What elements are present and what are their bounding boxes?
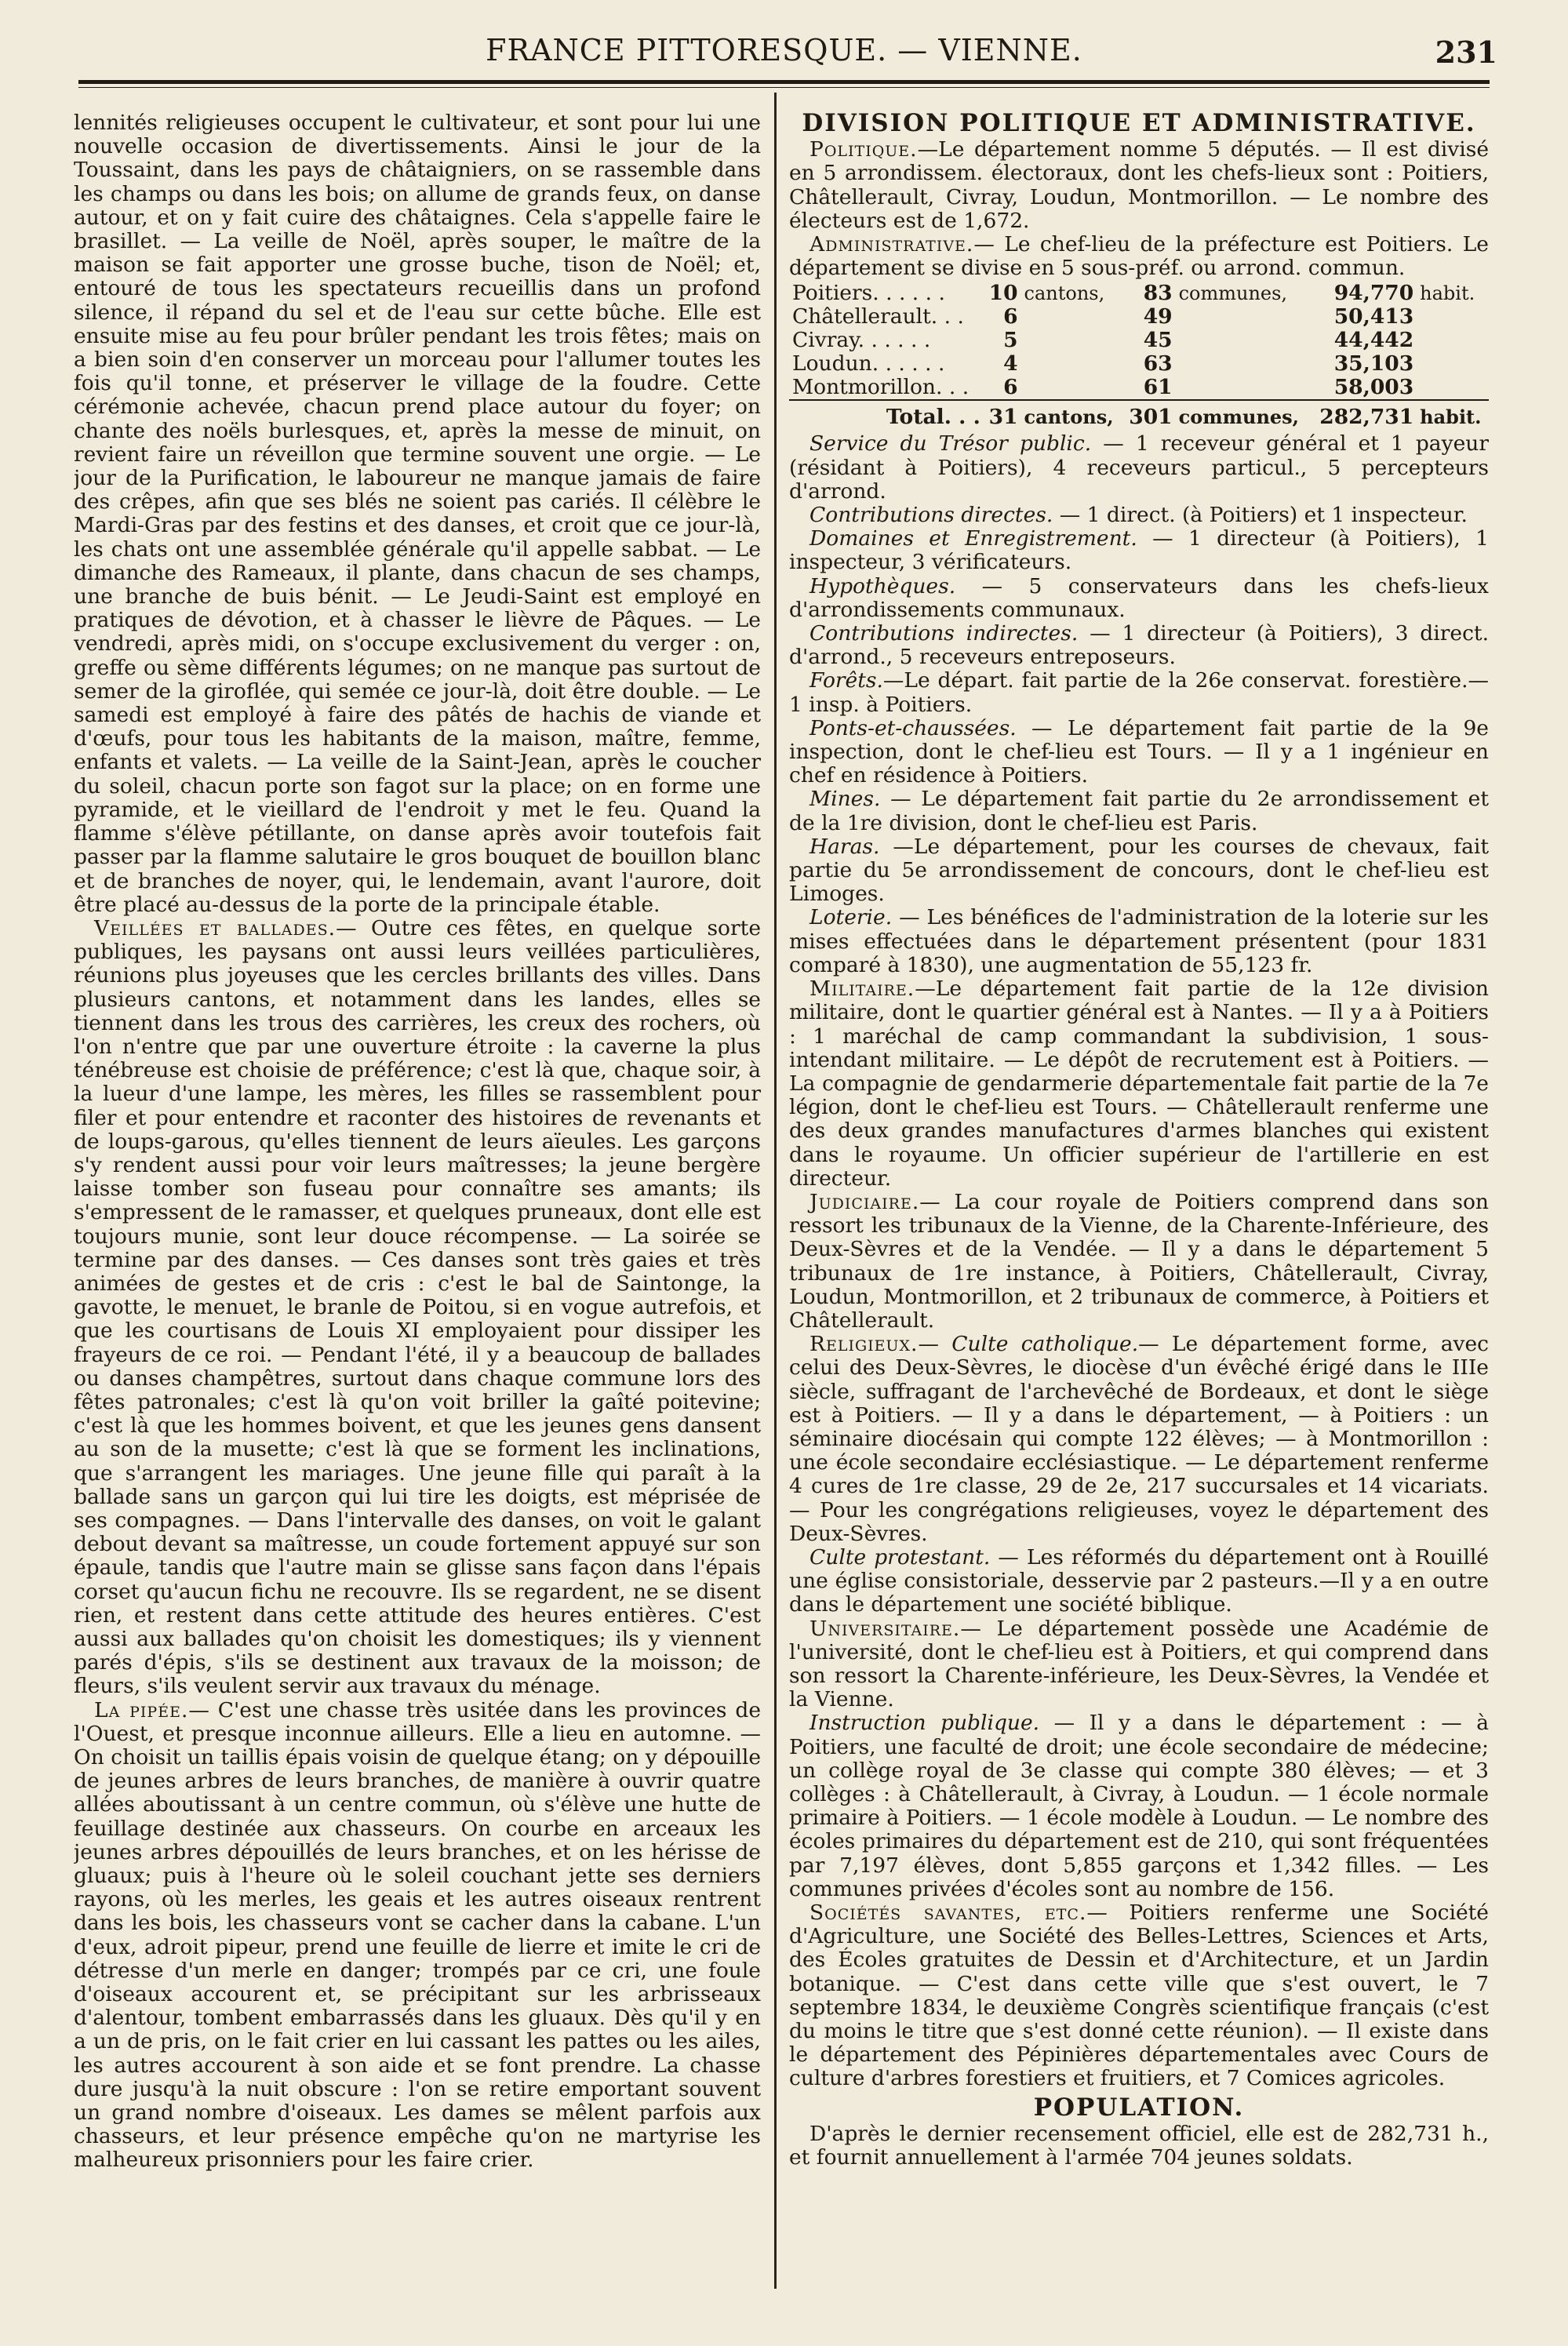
right-column	[789, 111, 1489, 2292]
habitants-unit	[1417, 376, 1489, 400]
communes-unit	[1176, 352, 1311, 376]
head-judiciaire: Judiciaire.	[809, 1189, 920, 1214]
paragraph-hypotheques	[789, 575, 1489, 622]
habitants-value: 50,413	[1333, 304, 1414, 329]
total-communes-unit: communes,	[1178, 406, 1300, 429]
section-head-veillees: Veillées et ballades.	[94, 915, 337, 940]
paragraph-pipee	[74, 1699, 761, 2173]
arrondissement-name: Civray. . . . . .	[792, 328, 931, 353]
population-title: POPULATION.	[1033, 2093, 1245, 2122]
arrondissement-name: Poitiers. . . . . .	[792, 281, 945, 306]
communes-unit	[1176, 305, 1311, 329]
total-habitants-unit: habit.	[1420, 406, 1482, 429]
text-loterie: — Les bénéfices de l'administration de la loterie sur les mises effectuées dans le département présentent (pour 1831 comparé à 1830), une augmentation de 55,123 fr.	[789, 905, 1489, 977]
text-culte-protestant: — Les réformés du département ont à Rouillé une église consistoriale, desservie par 2 pasteurs.—Il y a en outre dans le département une société biblique.	[789, 1544, 1489, 1617]
running-title: FRANCE PITTORESQUE. — VIENNE.	[486, 33, 1082, 67]
head-domaines: Domaines et Enregistrement.	[809, 526, 1137, 551]
communes-value: 63	[1143, 351, 1173, 376]
paragraph-veillees	[74, 917, 761, 1699]
cantons-unit	[1021, 376, 1123, 400]
habitants-unit	[1417, 305, 1489, 329]
head-forets: Forêts.	[809, 668, 883, 693]
left-column	[74, 111, 761, 2292]
total-label: Total. . .	[886, 405, 980, 430]
paragraph-veillees-text: — Outre ces fêtes, en quelque sorte publiques, les paysans ont aussi leurs veillées particulières, réunions plus joyeuses que les cercles brillants des villes. Dans plusieurs cantons, et notamment dans les landes, elles se tiennent dans les trous des carrières, les creux des rochers, où l'on n'entre que par une ouverture étroite : la caverne la plus ténébreuse est choisie de préférence; c'est là que, chaque soir, à la lueur d'une lampe, les mères, les filles se rassemblent pour filer et pour entendre et raconter des histoires de revenants et de loups-garous, qu'elles tiennent de leurs aïeules. Les garçons s'y rendent aussi pour voir leurs maîtresses; la jeune bergère laisse tomber son fuseau pour connaître ses amants; ils s'empressent de le ramasser, et quelques pruneaux, dont elle est toujours munie, sont leur douce récompense. — La soirée se termine par des danses. — Ces danses sont très gaies et très animées de gestes et de cris : c'est le bal de Saintonge, la gavotte, le menuet, le branle de Poitou, si en vogue autrefois, et que les courtisans de Louis XI employaient pour dissiper les frayeurs de ce roi. — Pendant l'été, il y a beaucoup de ballades ou danses champêtres, surtout dans chaque commune lors des fêtes patronales; c'est là qu'on voit briller la gaîté poitevine; c'est là que les hommes boivent, et que les jeunes gens dansent au son de la musette; c'est là que se forment les inclinations, que s'arrangent les mariages. Une jeune fille qui paraît à la ballade sans un garçon qui lui tire les doigts, est méprisée de ses compagnes. — Dans l'intervalle des danses, on voit le galant debout devant sa maîtresse, un coude fortement appuyé sur son épaule, tandis que l'autre main se glisse sans façon dans l'épais corset qu'aucun fichu ne recouvre. Ils se regardent, ne se disent rien, et restent dans cette attitude des heures entières. C'est aussi aux ballades qu'on choisit les domestiques; ils y viennent parés d'épis, s'ils se destinent aux travaux de la moisson; de fleurs, s'ils veulent servir aux travaux du ménage.	[74, 915, 761, 1699]
communes-unit	[1176, 376, 1311, 400]
paragraph-contrib-indirectes	[789, 622, 1489, 669]
cantons-value: 6	[1003, 375, 1018, 400]
text-societes: — Poitiers renferme une Société d'Agriculture, une Société des Belles-Lettres, Sciences et Arts, des Écoles gratuites de Dessin et d'Architecture, et un Jardin botanique. — C'est dans cette ville que s'est ouvert, le 7 septembre 1834, le deuxième Congrès scientifique français (c'est du moins le titre que s'est donné cette réunion). — Il existe dans le département des Pépinières départementales avec Cours de culture d'arbres forestiers et fruitiers, et 7 Comices agricoles.	[789, 1900, 1489, 2091]
paragraph-universitaire	[789, 1617, 1489, 1712]
paragraph-domaines	[789, 527, 1489, 574]
text-religieux: — Le département forme, avec celui des Deux-Sèvres, le diocèse d'un évêché érigé dans le IIIe siècle, suffragant de l'archevêché de Bordeaux, et dont le siège est à Poitiers. — Il y a dans le département, — à Poitiers : un séminaire diocésain qui compte 122 élèves; — à Montmorillon : une école secondaire ecclésiastique. — Le département renferme 4 cures de 1re classe, 29 de 2e, 217 succursales et 14 vicariats. — Pour les congrégations religieuses, voyez le département des Deux-Sèvres.	[789, 1332, 1489, 1546]
text-domaines: — 1 directeur (à Poitiers), 1 inspecteur, 3 vérificateurs.	[789, 526, 1489, 575]
head-religieux: Religieux.	[809, 1332, 919, 1357]
head-tresor: Service du Trésor public.	[809, 431, 1092, 456]
cantons-unit	[1021, 329, 1123, 352]
cantons-value: 10	[988, 281, 1018, 306]
head-mines: Mines.	[809, 787, 881, 812]
head-administrative: Administrative.	[809, 232, 974, 257]
text-contrib-indirectes: — 1 directeur (à Poitiers), 3 direct. d'arrond., 5 receveurs entreposeurs.	[789, 621, 1489, 670]
label-culte-catholique: — Culte catholique.	[918, 1332, 1139, 1357]
paragraph-pipee-text: — C'est une chasse très usitée dans les provinces de l'Ouest, et presque inconnue ailleurs. Elle a lieu en automne. — On choisit un taillis épais voisin de quelque étang; on y dépouille de jeunes arbres de leurs branches, de manière à ouvrir quatre allées aboutissant à un centre commun, où s'élève une hutte de feuillage destinée aux chasseurs. On courbe en arceaux les jeunes arbres dépouillés de leurs branches, et on les hérisse de gluaux; puis à l'heure où le soleil couchant jette ses derniers rayons, où les merles, les geais et les autres oiseaux rentrent dans les bois, les chasseurs vont se cacher dans la cabane. L'un d'eux, adroit pipeur, prend une feuille de lierre et imite le cri de détresse d'un merle en danger; trompés par ce cri, une foule d'oiseaux accourent et, se précipitant sur les arbrisseaux d'alentour, tombent embarrassés dans les gluaux. Dès qu'il y en a un de pris, on le fait crier en lui cassant les pattes ou les ailes, les autres accourent à son aide et se font prendre. La chasse dure jusqu'à la nuit obscure : l'on se retire emportant souvent un grand nombre d'oiseaux. Les dames se mêlent parfois aux chasseurs, et leur présence empêche qu'on ne martyrise les malheureux prisonniers pour les faire crier.	[74, 1697, 761, 2173]
table-row	[789, 282, 1489, 305]
table-row	[789, 376, 1489, 400]
total-cantons-unit: cantons,	[1024, 406, 1114, 429]
head-culte-protestant: Culte protestant.	[809, 1544, 991, 1569]
paragraph-loterie	[789, 906, 1489, 977]
arrondissement-name: Loudun. . . . . .	[792, 351, 945, 376]
text-judiciaire: — La cour royale de Poitiers comprend dans son ressort les tribunaux de la Vienne, de la Charente-Inférieure, des Deux-Sèvres et de la Vendée. — Il y a dans le département 5 tribunaux de 1re instance, à Poitiers, Châtellerault, Civray, Loudun, Montmorillon, et 2 tribunaux de commerce, à Poitiers et Châtellerault.	[789, 1189, 1489, 1333]
paragraph-forets	[789, 669, 1489, 716]
habitants-value: 58,003	[1333, 375, 1414, 400]
cantons-unit: cantons,	[1024, 282, 1105, 305]
paragraph-fetes	[74, 111, 761, 917]
text-militaire: —Le département fait partie de la 12e division militaire, dont le quartier général est à Nantes. — Il y a à Poitiers : 1 maréchal de camp commandant la subdivision, 1 sous-intendant militaire. — Le dépôt de recrutement est à Poitiers. — La compagnie de gendarmerie départementale fait partie de la 7e légion, dont le chef-lieu est Tours. — Châtellerault renferme une des deux grandes manufactures d'armes blanches qui existent dans le royaume. Un officier supérieur de l'artillerie en est directeur.	[789, 977, 1489, 1191]
communes-unit: communes,	[1178, 282, 1288, 305]
cantons-value: 5	[1003, 328, 1018, 353]
communes-value: 49	[1143, 304, 1173, 329]
head-militaire: Militaire.	[809, 977, 915, 1002]
head-haras: Haras.	[809, 834, 880, 859]
head-universitaire: Universitaire.	[809, 1616, 961, 1641]
head-ponts: Ponts-et-chaussées.	[809, 715, 1017, 740]
paragraph-ponts	[789, 717, 1489, 788]
text-ponts: — Le département fait partie de la 9e inspection, dont le chef-lieu est Tours. — Il y a 1 ingénieur en chef en résidence à Poitiers.	[789, 715, 1489, 788]
paragraph-mines	[789, 787, 1489, 835]
head-instruction: Instruction publique.	[809, 1711, 1040, 1736]
total-cantons: 31	[988, 405, 1018, 430]
paragraph-haras	[789, 835, 1489, 907]
text-universitaire: — Le département possède une Académie de l'université, dont le chef-lieu est à Poitiers, et qui comprend dans son ressort la Charente-inférieure, les Deux-Sèvres, la Vendée et la Vienne.	[789, 1616, 1489, 1712]
paragraph-judiciaire	[789, 1191, 1489, 1333]
total-communes: 301	[1129, 405, 1173, 430]
habitants-value: 44,442	[1333, 328, 1414, 353]
habitants-unit	[1417, 352, 1489, 376]
habitants-unit	[1417, 329, 1489, 352]
paragraph-militaire	[789, 977, 1489, 1191]
text-politique: —Le département nomme 5 députés. — Il est divisé en 5 arrondissem. électoraux, dont les chefs-lieux sont : Poitiers, Châtellerault, Civray, Loudun, Montmorillon. — Le nombre des électeurs est de 1,672.	[789, 137, 1489, 233]
text-haras: —Le département, pour les courses de chevaux, fait partie du 5e arrondissement de concours, dont le chef-lieu est Limoges.	[789, 834, 1489, 907]
paragraph-religieux	[789, 1333, 1489, 1546]
arrondissement-name: Châtellerault. . .	[792, 304, 964, 329]
table-row	[789, 352, 1489, 376]
table-row	[789, 305, 1489, 329]
paragraph-population	[789, 2122, 1489, 2170]
page-header	[71, 22, 1497, 77]
header-rule-thin	[78, 87, 1490, 88]
paragraph-tresor	[789, 432, 1489, 504]
communes-value: 83	[1143, 281, 1173, 306]
cantons-unit	[1021, 352, 1123, 376]
arrondissements-table	[789, 282, 1489, 429]
paragraph-administrative	[789, 233, 1489, 280]
division-title: DIVISION POLITIQUE ET ADMINISTRATIVE.	[802, 111, 1476, 137]
head-contrib-directes: Contributions directes.	[809, 503, 1053, 528]
header-rule	[78, 80, 1490, 84]
text-population: D'après le dernier recensement officiel, elle est de 282,731 h., et fournit annuellement à l'armée 704 jeunes soldats.	[789, 2121, 1489, 2170]
paragraph-politique	[789, 138, 1489, 233]
text-hypotheques: — 5 conservateurs dans les chefs-lieux d'arrondissements communaux.	[789, 573, 1489, 622]
column-divider	[774, 93, 777, 2289]
text-instruction: — Il y a dans le département : — à Poitiers, une faculté de droit; une école secondaire de médecine; un collège royal de 3e classe qui compte 380 élèves; — et 3 collèges : à Châtellerault, à Civray, à Loudun. — 1 école normale primaire à Poitiers. — 1 école modèle à Loudun. — Le nombre des écoles primaires du département est de 210, qui sont fréquentées par 7,197 élèves, dont 5,855 garçons et 1,342 filles. — Les communes privées d'écoles sont au nombre de 156.	[789, 1711, 1489, 1901]
text-mines: — Le département fait partie du 2e arrondissement et de la 1re division, dont le chef-lieu est Paris.	[789, 787, 1489, 835]
communes-unit	[1176, 329, 1311, 352]
head-societes: Sociétés savantes, etc.	[809, 1900, 1087, 1926]
head-loterie: Loterie.	[809, 905, 893, 930]
head-hypotheques: Hypothèques.	[809, 573, 956, 598]
table-total-row	[789, 401, 1489, 429]
text-tresor: — 1 receveur général et 1 payeur (résidant à Poitiers), 4 receveurs particul., 5 percepteurs d'arrond.	[789, 431, 1489, 504]
head-contrib-indirectes: Contributions indirectes.	[809, 621, 1079, 646]
paragraph-fetes-text: lennités religieuses occupent le cultivateur, et sont pour lui une nouvelle occasion de divertissements. Ainsi le jour de la Toussaint, dans les pays de châtaigniers, on se rassemble dans les champs ou dans les bois; on allume de grands feux, on danse autour, et on y fait cuire des châtaignes. Cela s'appelle faire le brasillet. — La veille de Noël, après souper, le maître de la maison se fait apporter une grosse buche, tison de Noël; et, entouré de tous les spectateurs recueillis dans un profond silence, il répand du sel et de l'eau sur cette bûche. Elle est ensuite mise au feu pour brûler pendant les trois fêtes; mais on a bien soin d'en conserver un morceau pour l'allumer toutes les fois qu'il tonne, et préserver le village de la foudre. Cette cérémonie achevée, chacun prend place autour du foyer; on chante des noëls burlesques, et, après la messe de minuit, on revient faire un réveillon que termine souvent une orgie. — Le jour de la Purification, le laboureur ne manque jamais de faire des crêpes, afin que ses blés ne soient pas cariés. Il célèbre le Mardi-Gras par des festins et des danses, et croit que ce jour-là, les chats ont une assemblée générale qu'il appelle sabbat. — Le dimanche des Rameaux, il plante, dans chacun de ses champs, une branche de buis bénit. — Le Jeudi-Saint est employé en pratiques de dévotion, et à chasser le lièvre de Pâques. — Le vendredi, après midi, on s'occupe exclusivement du verger : on, greffe ou sème différents légumes; on ne manque pas surtout de semer de la giroflée, qui semée ce jour-là, doit être double. — Le samedi est employé à faire des pâtés de hachis de viande et d'œufs, pour tous les habitants de la maison, maître, femme, enfants et valets. — La veille de la Saint-Jean, après le coucher du soleil, chacun porte son fagot sur la place; on en forme une pyramide, et le vieillard de l'endroit y met le feu. Quand la flamme s'élève pétillante, on danse après avoir toutefois fait passer par la flamme salutaire le gros bouquet de bouillon blanc et de branches de noyer, qui, le lendemain, avant l'aurore, doit être placé au-dessus de la porte de la principale étable.	[74, 111, 761, 917]
habitants-value: 35,103	[1333, 351, 1414, 376]
head-politique: Politique.	[809, 137, 918, 162]
paragraph-societes	[789, 1901, 1489, 2091]
cantons-value: 4	[1003, 351, 1018, 376]
text-administrative: — Le chef-lieu de la préfecture est Poitiers. Le département se divise en 5 sous-préf. ou arrond. commun.	[789, 232, 1489, 281]
table-row	[789, 329, 1489, 352]
text-forets: —Le départ. fait partie de la 26e conservat. forestière.— 1 insp. à Poitiers.	[789, 668, 1489, 717]
paragraph-contrib-directes	[789, 504, 1489, 527]
section-head-pipee: La pipée.	[94, 1697, 189, 1722]
habitants-value: 94,770	[1333, 281, 1414, 306]
text-contrib-directes: — 1 direct. (à Poitiers) et 1 inspecteur.	[1059, 503, 1468, 528]
communes-value: 45	[1143, 328, 1173, 353]
paragraph-culte-protestant	[789, 1546, 1489, 1617]
total-habitants: 282,731	[1319, 405, 1414, 430]
paragraph-instruction	[789, 1711, 1489, 1901]
arrondissement-name: Montmorillon. . .	[792, 375, 970, 400]
page-number: 231	[1435, 35, 1497, 70]
habitants-unit: habit.	[1420, 282, 1475, 305]
cantons-unit	[1021, 305, 1123, 329]
communes-value: 61	[1143, 375, 1173, 400]
cantons-value: 6	[1003, 304, 1018, 329]
